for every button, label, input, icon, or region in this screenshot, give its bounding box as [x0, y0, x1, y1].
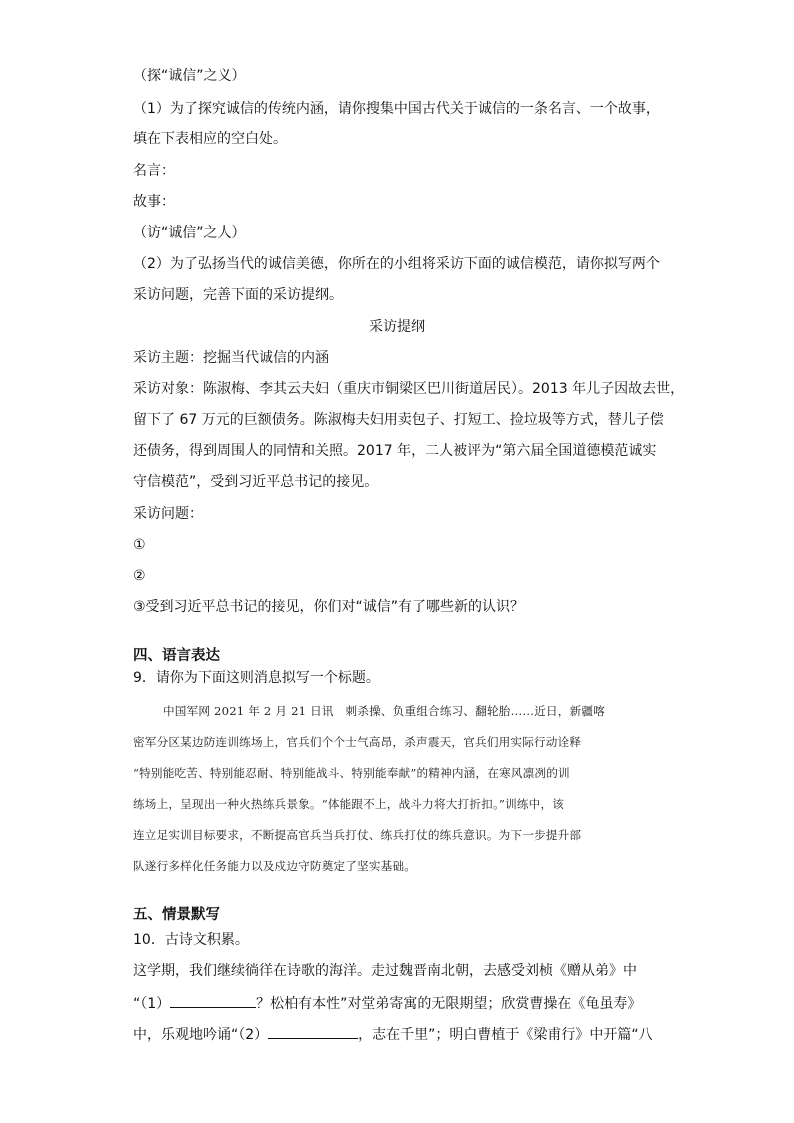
outline-target-line: 守信模范”，受到习近平总书记的接见。 [133, 474, 379, 490]
question-2-text: （2）为了弘扬当代的诚信美德，你所在的小组将采访下面的诚信模范，请你拟写两个 [133, 256, 660, 272]
question-item-1: ① [133, 537, 146, 553]
poetry-blank-line-2 [133, 1023, 653, 1045]
news-line: 连立足实训目标要求，不断提高官兵当兵打仗、练兵打仗的练兵意识。为下一步提升部 [133, 828, 582, 842]
question-2-text-cont: 采访问题，完善下面的采访提纲。 [133, 287, 343, 303]
news-line: 练场上，呈现出一种火热练兵景象。“体能跟不上，战斗力将大打折扣。”训练中，该 [133, 797, 565, 811]
questions-label: 采访问题： [133, 506, 203, 522]
part-5-heading: 五、情景默写 [133, 907, 220, 923]
poetry-blank-line-1 [133, 992, 641, 1014]
question-9-text: 9．请你为下面这则消息拟写一个标题。 [133, 670, 380, 686]
question-item-3: ③受到习近平总书记的接见，你们对“诚信”有了哪些新的认识？ [133, 599, 525, 615]
blank-2-suffix: ，志在千里”；明白曹植于《梁甫行》中开篇“八 [358, 1027, 653, 1043]
outline-target-line: 还债务，得到周围人的同情和关照。2017 年，二人被评为“第六届全国道德模范诚实 [133, 443, 657, 459]
news-line: 密军分区某边防连训练场上，官兵们个个士气高昂，杀声震天，官兵们用实际行动诠释 [133, 735, 582, 749]
motto-label: 名言： [133, 163, 175, 179]
question-item-2: ② [133, 568, 146, 584]
part-4-heading: 四、语言表达 [133, 648, 220, 664]
section-explore-title: （探“诚信”之义） [133, 68, 246, 84]
answer-blank-2[interactable] [268, 1023, 358, 1039]
answer-blank-1[interactable] [170, 992, 256, 1008]
poetry-intro: 这学期，我们继续徜徉在诗歌的海洋。走过魏晋南北朝，去感受刘桢《赠从弟》中 [133, 963, 637, 979]
section-visit-title: （访“诚信”之人） [133, 225, 246, 241]
question-1-text: （1）为了探究诚信的传统内涵，请你搜集中国古代关于诚信的一条名言、一个故事， [133, 101, 660, 117]
news-line: “特别能吃苦、特别能忍耐、特别能战斗、特别能奉献”的精神内涵，在寒风凛冽的训 [133, 766, 570, 780]
outline-theme: 采访主题：挖掘当代诚信的内涵 [133, 350, 329, 366]
news-line: 队遂行多样化任务能力以及戍边守防奠定了坚实基础。 [133, 859, 417, 873]
blank-2-prefix: 中，乐观地吟诵“（2） [133, 1027, 269, 1043]
question-10-text: 10．古诗文积累。 [133, 932, 249, 948]
question-1-text-cont: 填在下表相应的空白处。 [133, 131, 287, 147]
outline-title: 采访提纲 [369, 319, 425, 335]
outline-target-line: 留下了 67 万元的巨额债务。陈淑梅夫妇用卖包子、打短工、捡垃圾等方式，替儿子偿 [133, 412, 664, 428]
news-line: 中国军网 2021 年 2 月 21 日讯 刺杀操、负重组合练习、翻轮胎……近日，新疆喀 [163, 704, 605, 718]
blank-1-suffix: ？松柏有本性”对堂弟寄寓的无限期望；欣赏曹操在《龟虽寿》 [256, 996, 642, 1012]
outline-target-line: 采访对象：陈淑梅、李其云夫妇（重庆市铜梁区巴川街道居民）。2013 年儿子因故去世， [133, 381, 685, 397]
story-label: 故事： [133, 194, 175, 210]
blank-1-prefix: “（1） [133, 996, 171, 1012]
